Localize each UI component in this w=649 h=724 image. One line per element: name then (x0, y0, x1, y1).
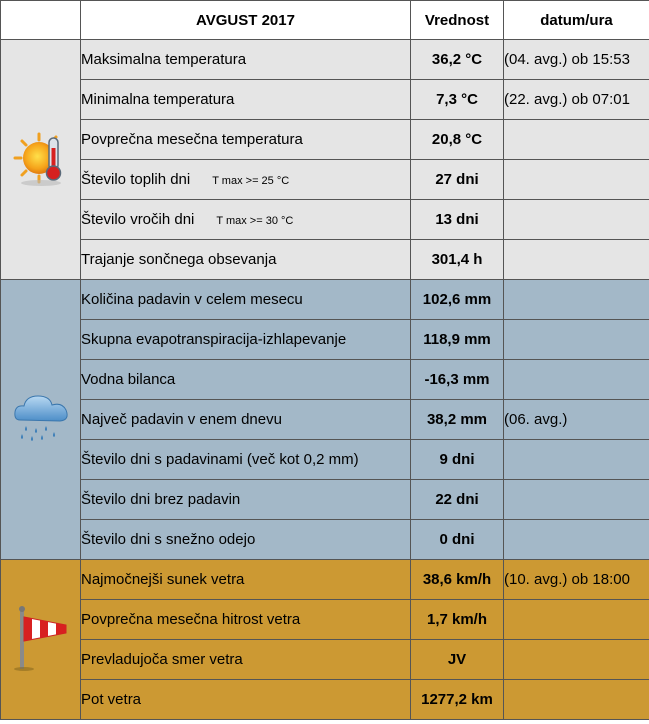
sun-thermometer-icon (11, 175, 71, 192)
row-label: Povprečna mesečna temperatura (81, 131, 303, 148)
precipitation-section-icon-cell (1, 280, 81, 560)
row-value: 1,7 km/h (411, 600, 504, 640)
row-value: 13 dni (411, 200, 504, 240)
table-row (1, 40, 649, 80)
row-label: Skupna evapotranspiracija-izhlapevanje (81, 331, 347, 348)
rain-cloud-icon (10, 433, 72, 450)
row-date (504, 600, 649, 640)
temperature-section-icon-cell (1, 40, 81, 280)
row-label: Količina padavin v celem mesecu (81, 291, 303, 308)
row-value: 20,8 °C (411, 120, 504, 160)
table-row (1, 200, 649, 240)
row-label-cell (81, 600, 411, 640)
table-row (1, 560, 649, 600)
row-label: Vodna bilanca (81, 371, 176, 388)
row-label-cell (81, 120, 411, 160)
table-row (1, 360, 649, 400)
row-label-cell (81, 80, 411, 120)
row-label-cell (81, 160, 411, 200)
row-value: 22 dni (411, 480, 504, 520)
windsock-icon (10, 660, 72, 677)
row-value: 38,6 km/h (411, 560, 504, 600)
header-corner (1, 1, 81, 40)
row-label-cell (81, 280, 411, 320)
table-row (1, 680, 649, 720)
row-value: 36,2 °C (411, 40, 504, 80)
row-label-cell (81, 560, 411, 600)
row-label: Število vročih dni (81, 211, 195, 228)
table-row (1, 480, 649, 520)
table-row (1, 120, 649, 160)
row-note: T max >= 25 °C (212, 175, 290, 187)
row-label: Število dni brez padavin (81, 491, 241, 508)
row-value: 118,9 mm (411, 320, 504, 360)
row-date (504, 440, 649, 480)
row-date (504, 640, 649, 680)
row-label-cell (81, 440, 411, 480)
table-row (1, 640, 649, 680)
header-row (1, 1, 649, 40)
row-label: Število dni s snežno odejo (81, 531, 256, 548)
row-date (504, 360, 649, 400)
row-date: (06. avg.) (504, 400, 649, 440)
row-label-cell (81, 320, 411, 360)
row-label: Največ padavin v enem dnevu (81, 411, 282, 428)
header-value: Vrednost (411, 1, 504, 40)
row-date: (10. avg.) ob 18:00 (504, 560, 649, 600)
row-note: T max >= 30 °C (216, 215, 294, 227)
row-label: Povprečna mesečna hitrost vetra (81, 611, 301, 628)
row-value: 0 dni (411, 520, 504, 560)
header-date: datum/ura (504, 1, 649, 40)
table-row (1, 400, 649, 440)
row-value: 7,3 °C (411, 80, 504, 120)
row-value: 27 dni (411, 160, 504, 200)
row-label-cell (81, 400, 411, 440)
table-row (1, 240, 649, 280)
row-value: 9 dni (411, 440, 504, 480)
row-label: Število toplih dni (81, 171, 191, 188)
row-date (504, 240, 649, 280)
row-date: (04. avg.) ob 15:53 (504, 40, 649, 80)
row-label-cell (81, 480, 411, 520)
row-date (504, 680, 649, 720)
row-label-cell (81, 680, 411, 720)
row-date (504, 480, 649, 520)
row-label: Pot vetra (81, 691, 142, 708)
row-date (504, 160, 649, 200)
row-date (504, 520, 649, 560)
table-row (1, 600, 649, 640)
row-label-cell (81, 640, 411, 680)
row-value: 1277,2 km (411, 680, 504, 720)
table-row (1, 80, 649, 120)
row-label: Trajanje sončnega obsevanja (81, 251, 277, 268)
table-row (1, 440, 649, 480)
table-row (1, 280, 649, 320)
row-label: Najmočnejši sunek vetra (81, 571, 245, 588)
row-value: 301,4 h (411, 240, 504, 280)
row-date (504, 320, 649, 360)
row-value: 38,2 mm (411, 400, 504, 440)
row-date (504, 120, 649, 160)
table-row (1, 320, 649, 360)
row-date: (22. avg.) ob 07:01 (504, 80, 649, 120)
row-label-cell (81, 40, 411, 80)
row-value: -16,3 mm (411, 360, 504, 400)
row-date (504, 280, 649, 320)
row-label-cell (81, 200, 411, 240)
table-row (1, 160, 649, 200)
wind-section-icon-cell (1, 560, 81, 720)
row-value: 102,6 mm (411, 280, 504, 320)
header-title: AVGUST 2017 (81, 1, 411, 40)
row-label-cell (81, 360, 411, 400)
table-row (1, 520, 649, 560)
row-label-cell (81, 240, 411, 280)
row-label-cell (81, 520, 411, 560)
row-label: Prevladujoča smer vetra (81, 651, 243, 668)
row-label: Minimalna temperatura (81, 91, 235, 108)
row-label: Maksimalna temperatura (81, 51, 247, 68)
row-date (504, 200, 649, 240)
row-label: Število dni s padavinami (več kot 0,2 mm) (81, 451, 359, 468)
row-value: JV (411, 640, 504, 680)
